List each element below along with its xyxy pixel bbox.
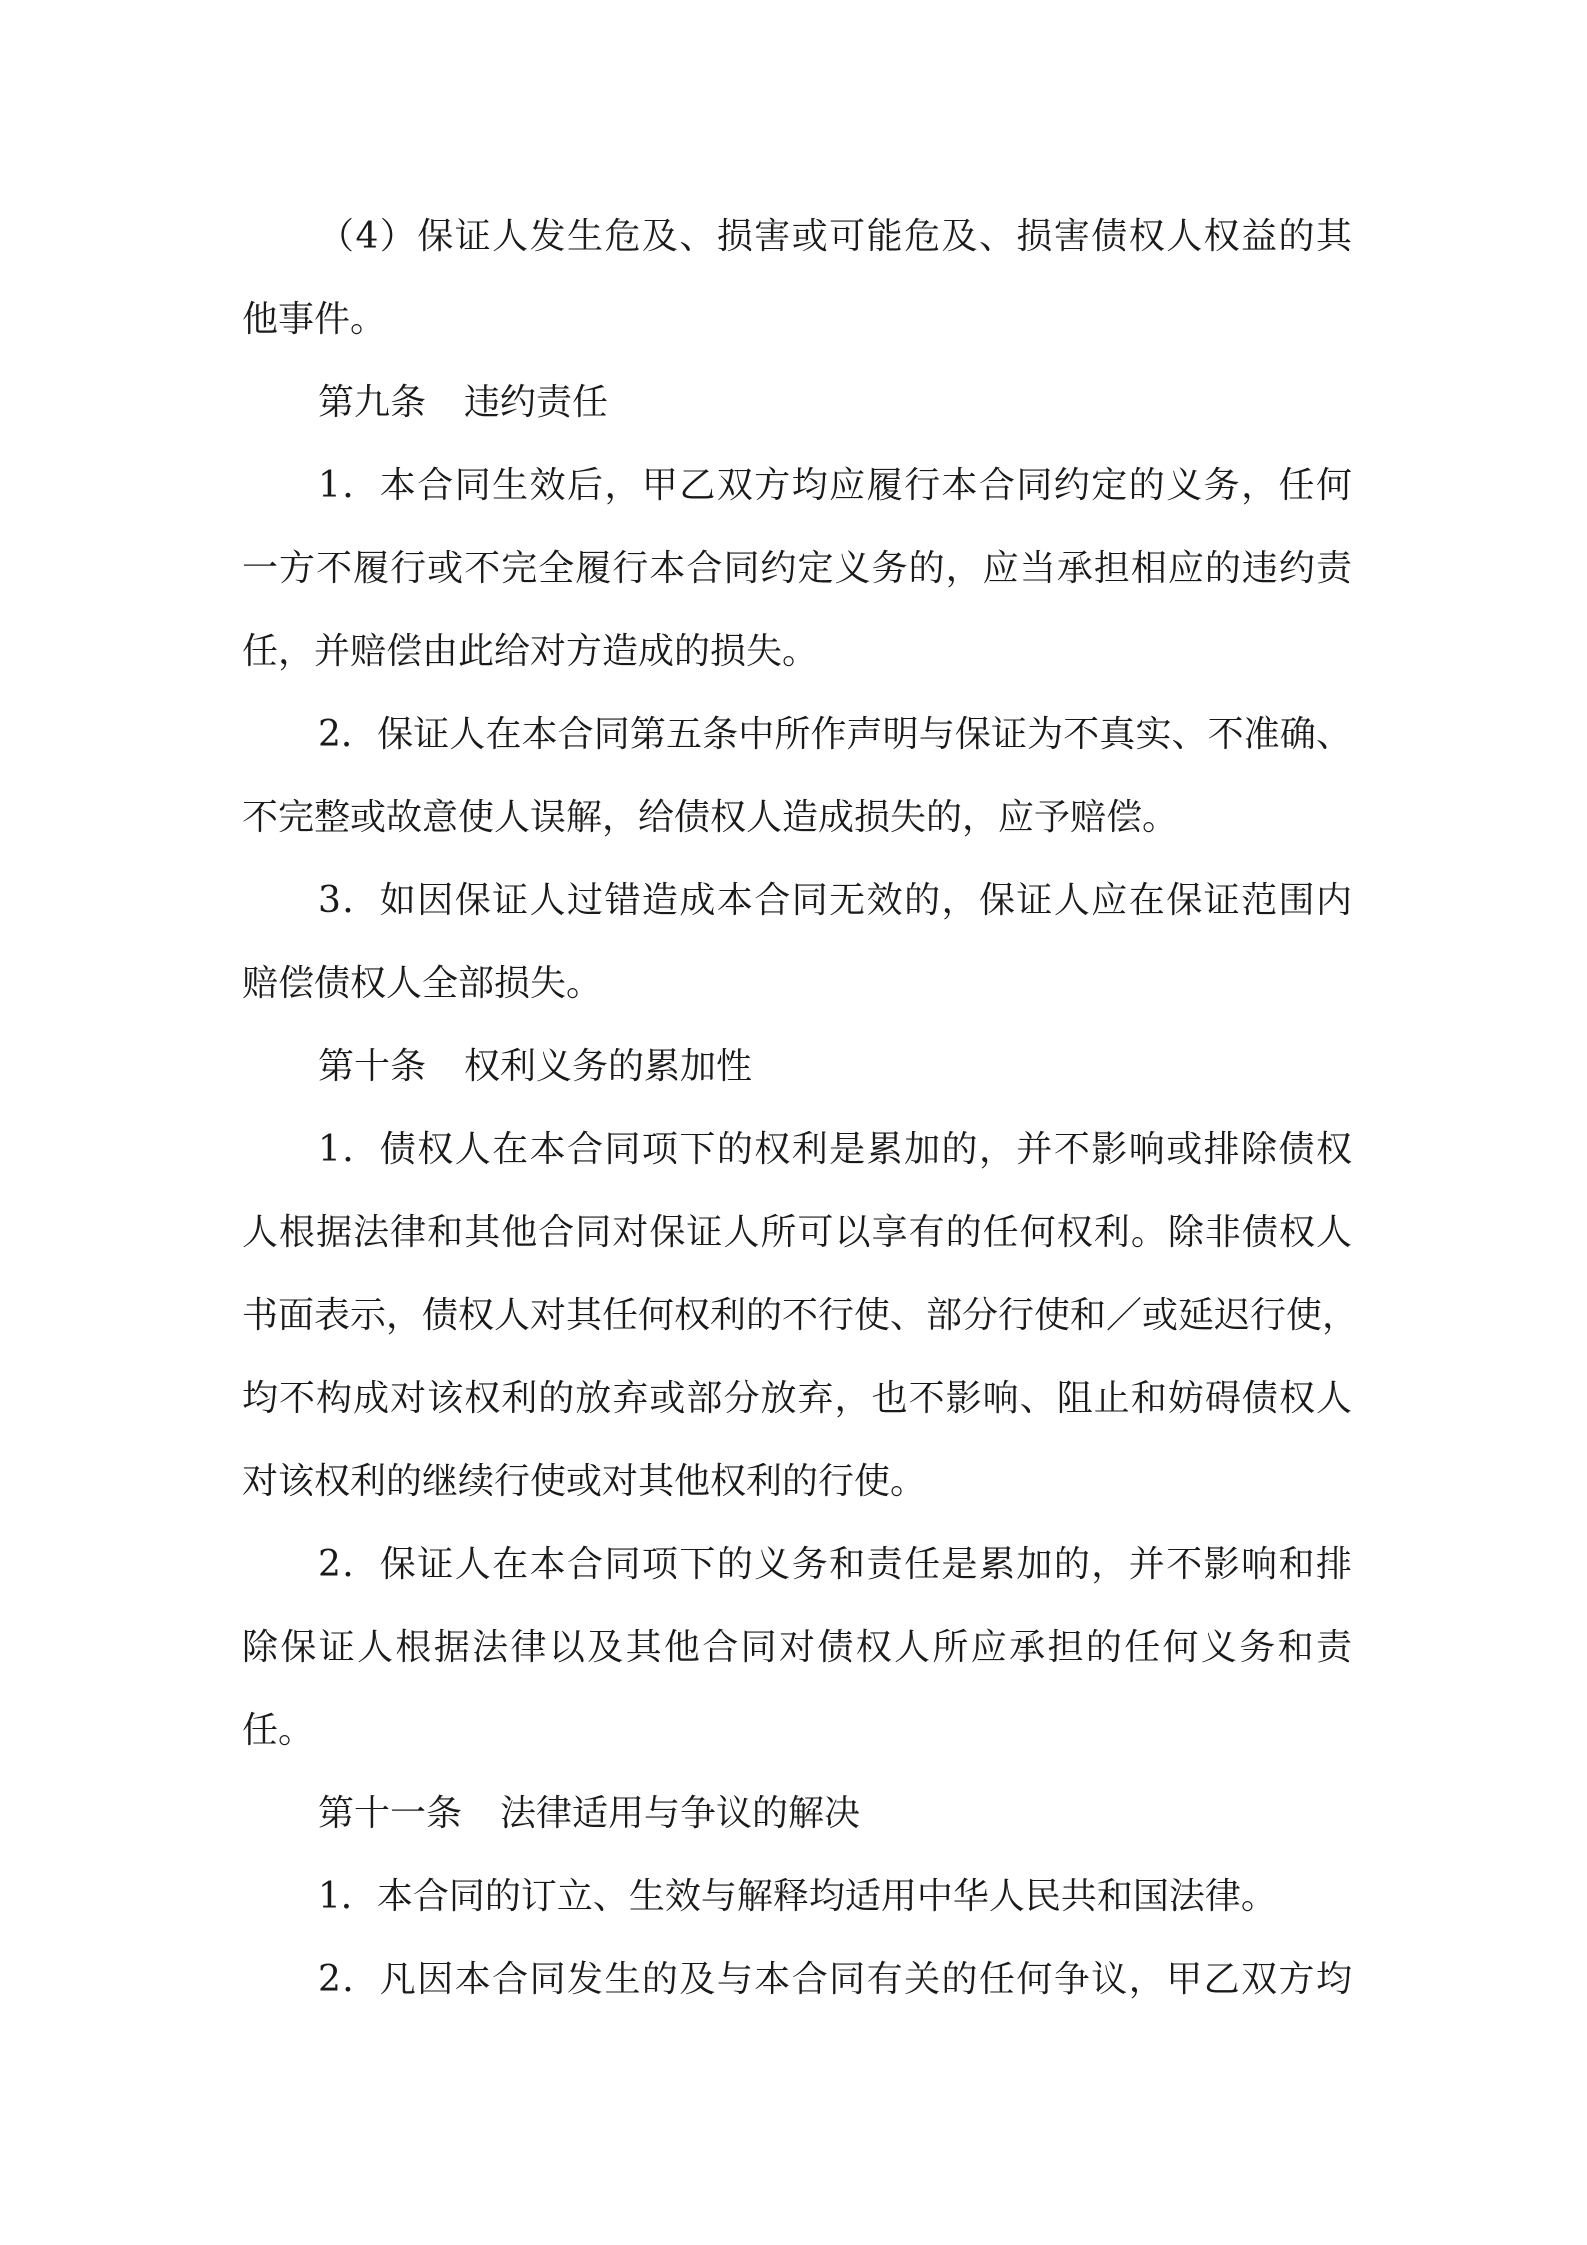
- paragraph-line: 一方不履行或不完全履行本合同约定义务的，应当承担相应的违约责: [242, 548, 1352, 589]
- paragraph-line: 不完整或故意使人误解，给债权人造成损失的，应予赔偿。: [242, 797, 1179, 838]
- paragraph-line: 对该权利的继续行使或对其他权利的行使。: [242, 1461, 927, 1502]
- article-title: 违约责任: [464, 382, 609, 423]
- paragraph-line: 1．本合同生效后，甲乙双方均应履行本合同约定的义务，任何: [318, 465, 1352, 506]
- paragraph-line: 1．本合同的订立、生效与解释均适用中华人民共和国法律。: [318, 1876, 1277, 1917]
- article-number: 第十条: [318, 1046, 427, 1087]
- paragraph-line: 赔偿债权人全部损失。: [242, 963, 603, 1004]
- paragraph-line: 3．如因保证人过错造成本合同无效的，保证人应在保证范围内: [318, 880, 1352, 921]
- article-number: 第十一条: [318, 1793, 463, 1834]
- article-heading-9: [318, 377, 1352, 429]
- article-number: 第九条: [318, 382, 427, 423]
- paragraph-line: （4）保证人发生危及、损害或可能危及、损害债权人权益的其: [318, 216, 1352, 257]
- article-heading-10: [318, 1041, 1352, 1093]
- paragraph-line: 除保证人根据法律以及其他合同对债权人所应承担的任何义务和责: [242, 1627, 1352, 1668]
- paragraph-line: 人根据法律和其他合同对保证人所可以享有的任何权利。除非债权人: [242, 1212, 1352, 1253]
- paragraph-line: 2．凡因本合同发生的及与本合同有关的任何争议，甲乙双方均: [318, 1959, 1352, 2000]
- paragraph-line: 2．保证人在本合同第五条中所作声明与保证为不真实、不准确、: [318, 714, 1352, 755]
- paragraph-line: 任。: [242, 1710, 315, 1751]
- paragraph-line: 任，并赔偿由此给对方造成的损失。: [242, 631, 819, 672]
- paragraph-line: 均不构成对该权利的放弃或部分放弃，也不影响、阻止和妨碍债权人: [242, 1378, 1352, 1419]
- paragraph-line: 书面表示，债权人对其任何权利的不行使、部分行使和／或延迟行使，: [242, 1295, 1359, 1336]
- article-title: 权利义务的累加性: [464, 1046, 753, 1087]
- paragraph-line: 1．债权人在本合同项下的权利是累加的，并不影响或排除债权: [318, 1129, 1352, 1170]
- paragraph-line: 他事件。: [242, 299, 387, 340]
- paragraph-line: 2．保证人在本合同项下的义务和责任是累加的，并不影响和排: [318, 1544, 1352, 1585]
- article-title: 法律适用与争议的解决: [500, 1793, 861, 1834]
- article-heading-11: [318, 1788, 1352, 1840]
